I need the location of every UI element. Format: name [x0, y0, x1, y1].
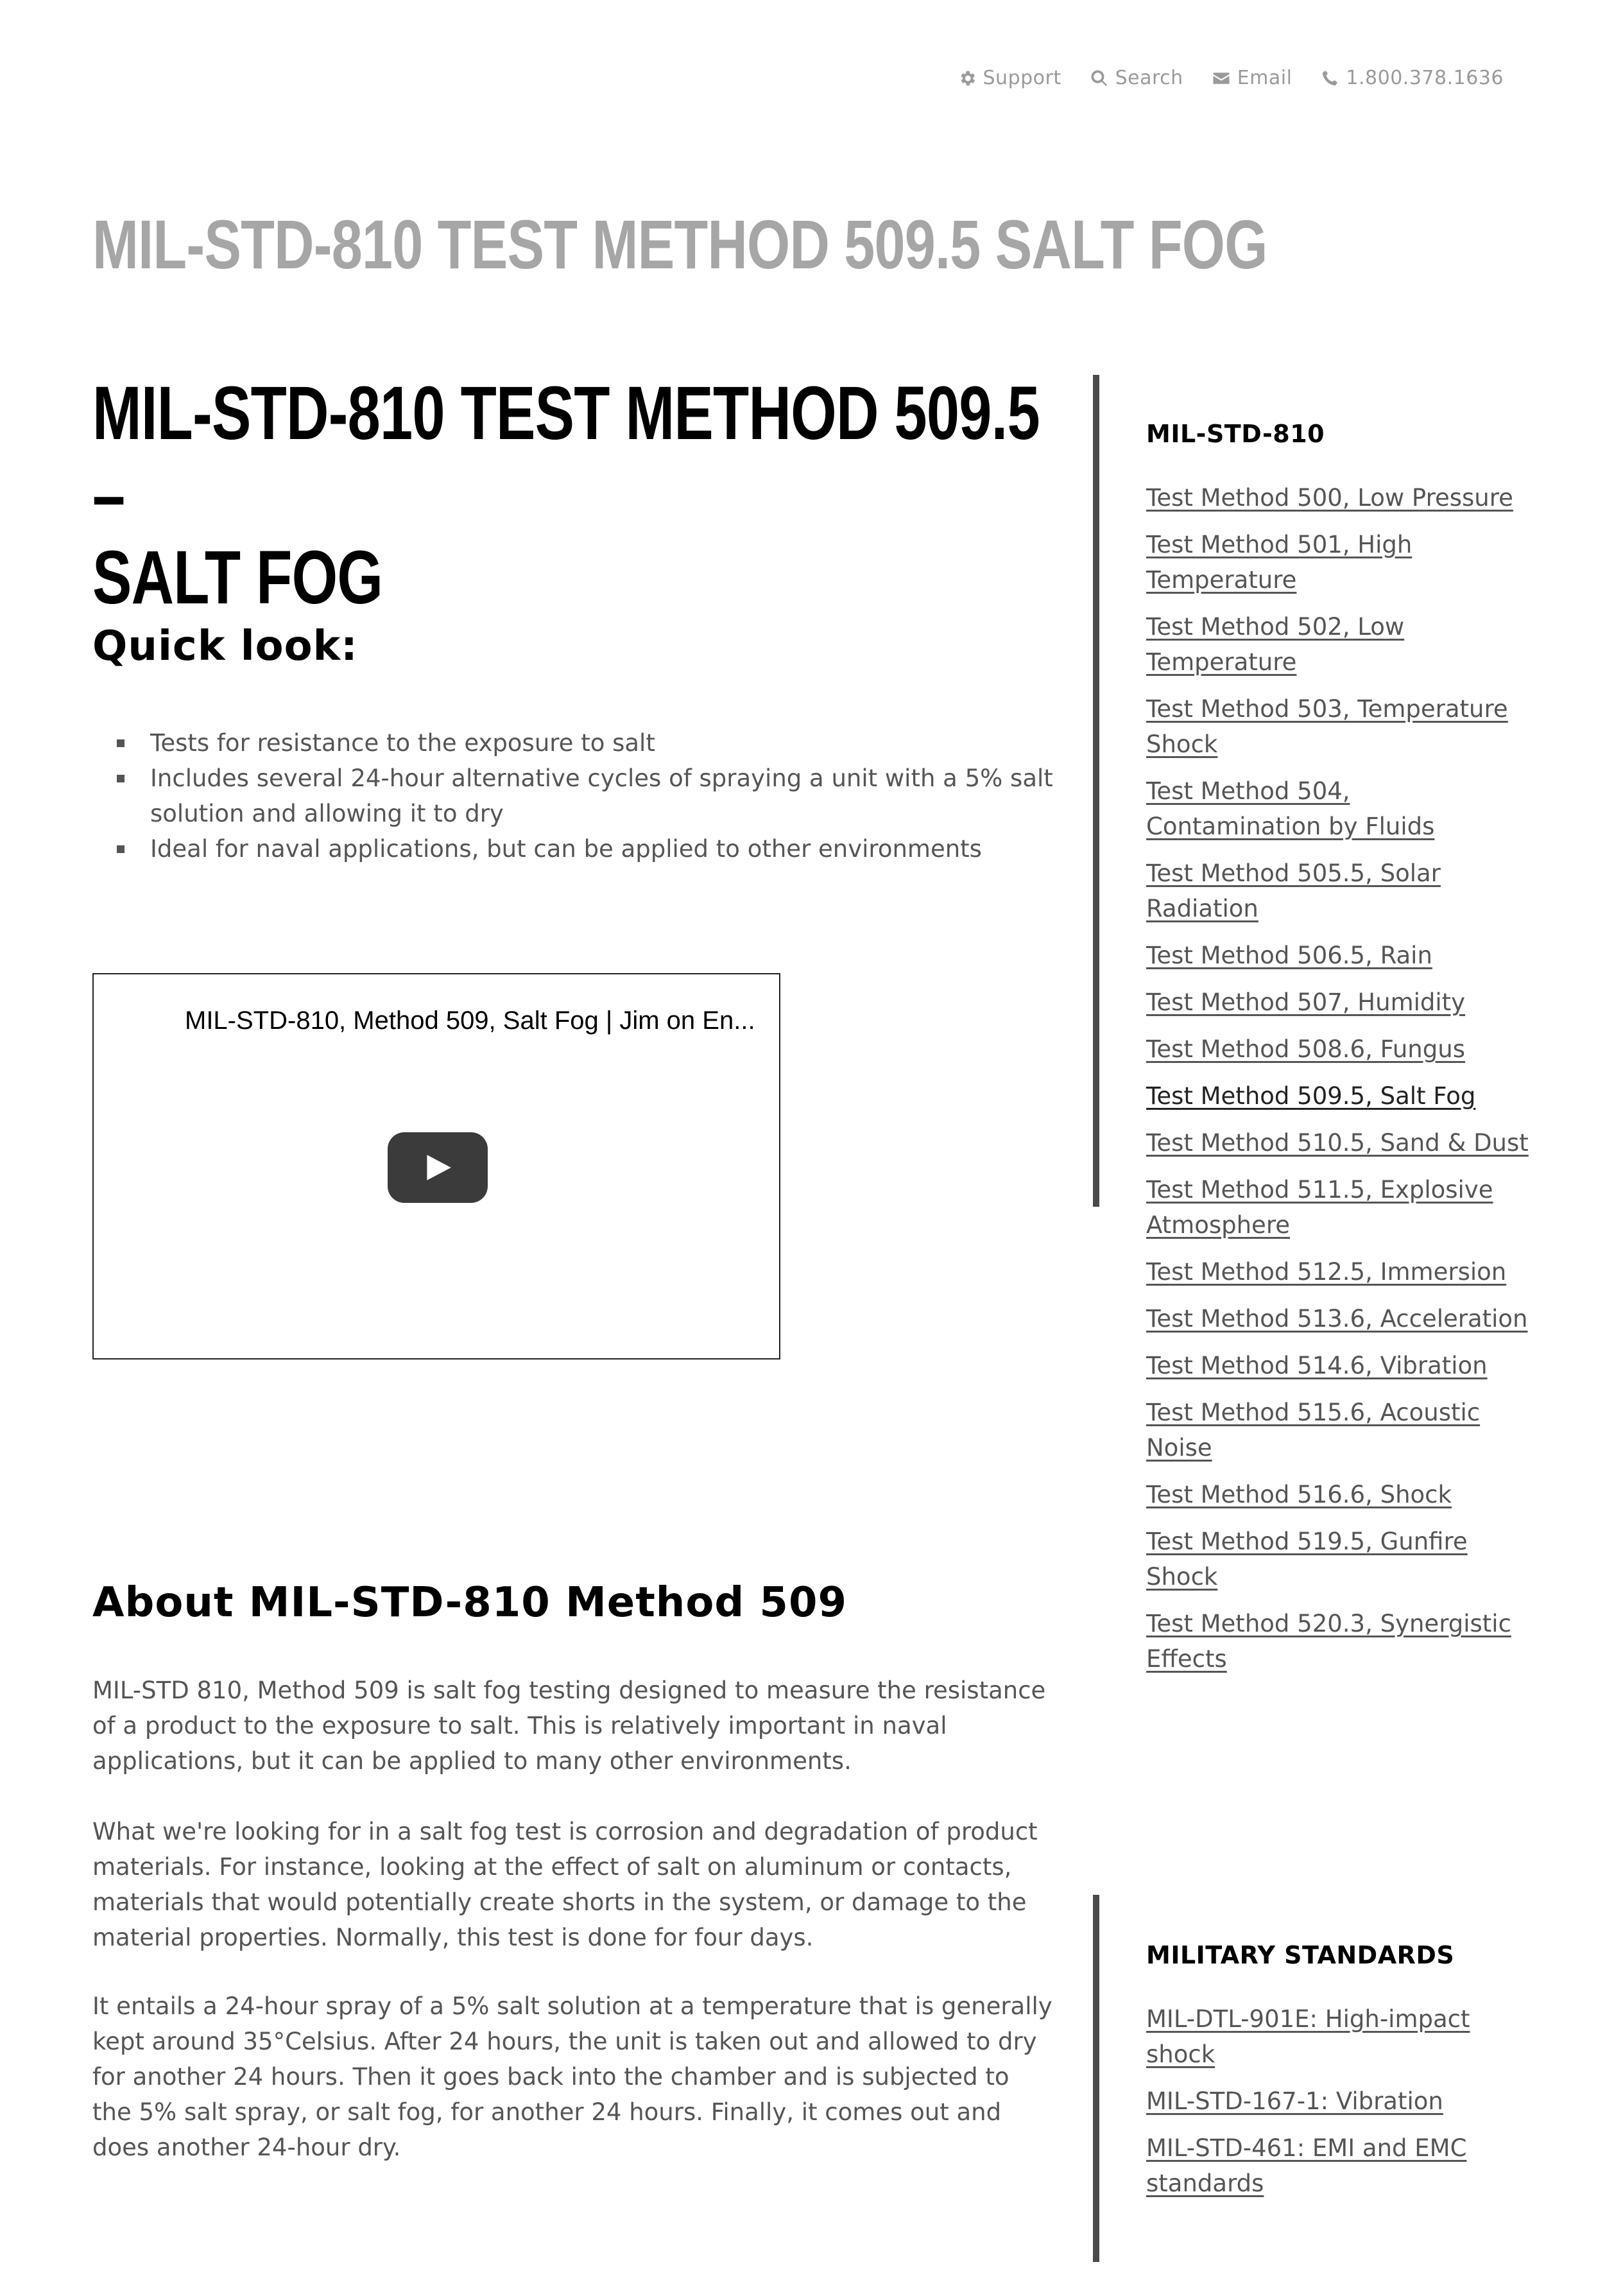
sidebar-link-515[interactable]: Test Method 515.6, Acoustic Noise: [1146, 1399, 1481, 1462]
list-item: Ideal for naval applications, but can be applied to other environments: [150, 831, 1113, 867]
paragraph: It entails a 24-hour spray of a 5% salt solution at a temperature that is generally kept around 35°Celsius. After 24 hours, the unit is taken out and allowed to dry for another 24 hours. Then it goes back into the chamber and is subjected to the 5% salt spray, or salt fog, for another 24 hours. Finally, it comes out and does another 24-hour dry.: [92, 1992, 1052, 2161]
phone-icon: [1320, 69, 1339, 88]
list-item: Includes several 24-hour alternative cycles of spraying a unit with a 5% salt solution and allowing it to dry: [150, 761, 1113, 831]
sidebar-link-507[interactable]: Test Method 507, Humidity: [1146, 988, 1466, 1016]
military-links: [1146, 2001, 1531, 2201]
sidebar-link-519[interactable]: Test Method 519.5, Gunfire Shock: [1146, 1528, 1468, 1591]
quick-look-list: [150, 725, 1113, 867]
sidebar-link-506[interactable]: Test Method 506.5, Rain: [1146, 942, 1432, 969]
about-heading: About MIL-STD-810 Method 509: [92, 1579, 847, 1627]
article: [92, 371, 1055, 2161]
search-label: Search: [1115, 67, 1183, 89]
video-title[interactable]: MIL-STD-810, Method 509, Salt Fog | Jim on En...: [185, 1006, 755, 1035]
email-label: Email: [1237, 67, 1292, 89]
search-link[interactable]: [1090, 67, 1183, 89]
sidebar-link-514[interactable]: Test Method 514.6, Vibration: [1146, 1352, 1488, 1379]
sidebar-link-503[interactable]: Test Method 503, Temperature Shock: [1146, 695, 1508, 758]
sidebar-link-513[interactable]: Test Method 513.6, Acceleration: [1146, 1305, 1528, 1333]
military-standards-widget: [1146, 1941, 1531, 2213]
sidebar-link-504[interactable]: Test Method 504, Contamination by Fluids: [1146, 777, 1435, 840]
sidebar-link-510[interactable]: Test Method 510.5, Sand & Dust: [1146, 1129, 1529, 1157]
article-title-line1: MIL-STD-810 TEST METHOD 509.5 –: [92, 371, 1040, 538]
paragraph: MIL-STD 810, Method 509 is salt fog testing designed to measure the resistance of a product to the exposure to salt. This is relatively important in naval applications, but it can be applied to many other environments.: [92, 1677, 1046, 1775]
envelope-icon: [1212, 69, 1231, 88]
quick-look-heading: Quick look:: [92, 623, 358, 670]
list-item: Tests for resistance to the exposure to salt: [150, 725, 1113, 761]
page-banner-title: MIL-STD-810 TEST METHOD 509.5 SALT FOG: [92, 205, 1267, 283]
article-title-line2: SALT FOG: [92, 535, 383, 620]
sidebar-link-461[interactable]: MIL-STD-461: EMI and EMC standards: [1146, 2134, 1467, 2197]
email-link[interactable]: [1212, 67, 1292, 89]
sidebar-link-501[interactable]: Test Method 501, High Temperature: [1146, 531, 1413, 594]
sidebar-link-511[interactable]: Test Method 511.5, Explosive Atmosphere: [1146, 1176, 1493, 1239]
sidebar-link-505[interactable]: Test Method 505.5, Solar Radiation: [1146, 859, 1441, 922]
sidebar-link-509-active[interactable]: Test Method 509.5, Salt Fog: [1146, 1082, 1476, 1110]
support-label: Support: [983, 67, 1061, 89]
play-button[interactable]: [388, 1132, 488, 1203]
sidebar-link-508[interactable]: Test Method 508.6, Fungus: [1146, 1035, 1465, 1063]
gear-icon: [957, 69, 977, 88]
mil-std-links: [1146, 480, 1531, 1677]
sidebar-link-520[interactable]: Test Method 520.3, Synergistic Effects: [1146, 1610, 1511, 1673]
mil-std-810-widget: [1146, 420, 1531, 1688]
sidebar-link-500[interactable]: Test Method 500, Low Pressure: [1146, 484, 1513, 512]
top-nav: [957, 67, 1504, 89]
article-title: [92, 372, 1043, 619]
phone-link[interactable]: [1320, 67, 1504, 89]
sidebar-link-167[interactable]: MIL-STD-167-1: Vibration: [1146, 2087, 1443, 2115]
widget-heading: MIL-STD-810: [1146, 420, 1325, 448]
widget-heading: MILITARY STANDARDS: [1146, 1941, 1455, 1969]
sidebar-divider: [1093, 1895, 1099, 2262]
play-icon: [424, 1153, 453, 1182]
support-link[interactable]: [957, 67, 1061, 89]
paragraph: What we're looking for in a salt fog test is corrosion and degradation of product materials. For instance, looking at the effect of salt on aluminum or contacts, materials that would potentially create shorts in the system, or damage to the material properties. Normally, this test is done for four days.: [92, 1818, 1038, 1951]
sidebar-link-502[interactable]: Test Method 502, Low Temperature: [1146, 613, 1405, 676]
sidebar-link-901e[interactable]: MIL-DTL-901E: High-impact shock: [1146, 2005, 1470, 2068]
sidebar-divider: [1093, 375, 1099, 1207]
phone-label: 1.800.378.1636: [1346, 67, 1504, 89]
search-icon: [1090, 69, 1109, 88]
sidebar-link-516[interactable]: Test Method 516.6, Shock: [1146, 1481, 1452, 1508]
sidebar-link-512[interactable]: Test Method 512.5, Immersion: [1146, 1258, 1507, 1286]
video-embed[interactable]: [92, 973, 780, 1359]
